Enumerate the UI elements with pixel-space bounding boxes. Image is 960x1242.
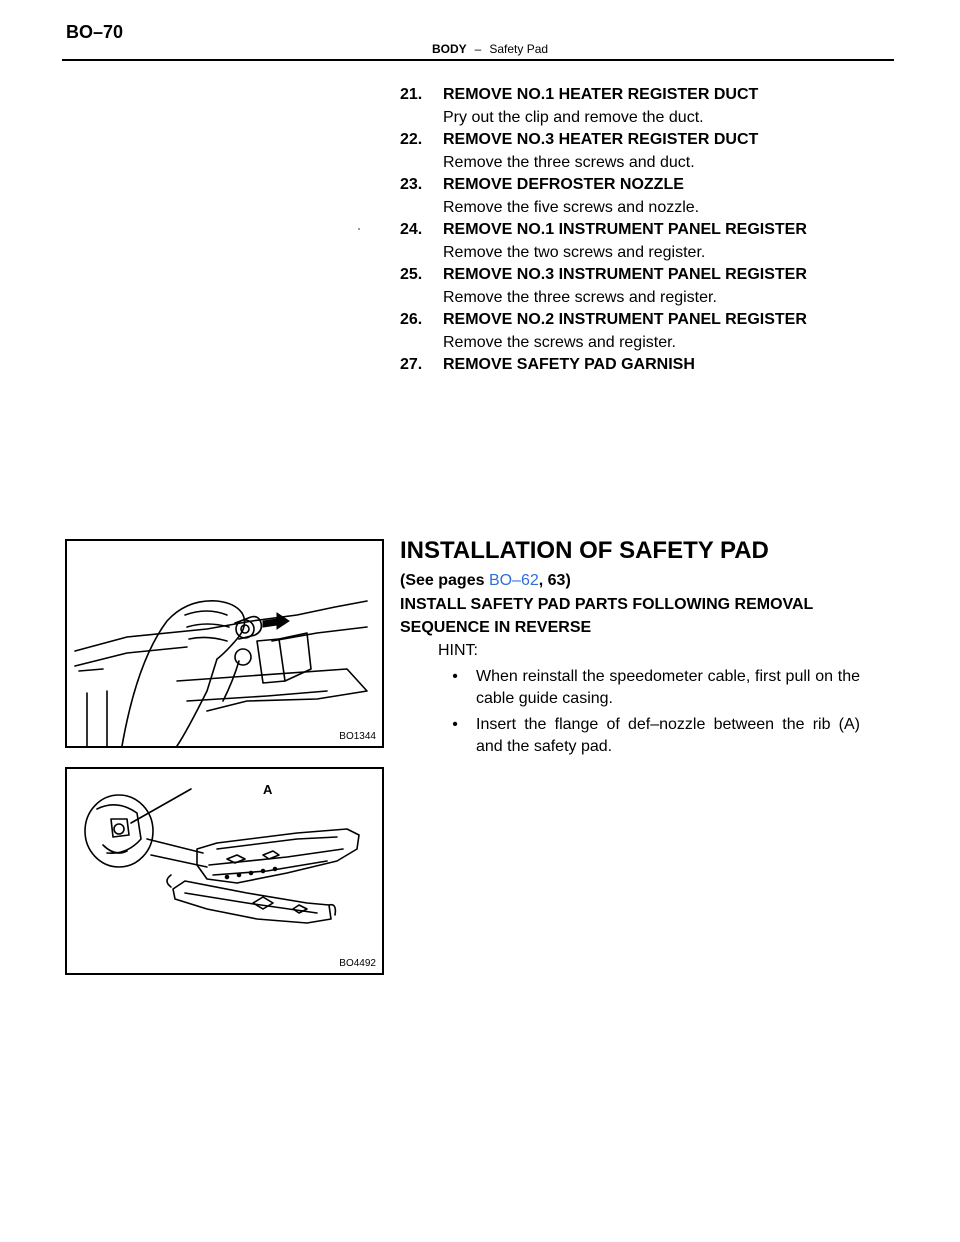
hint-bullet (400, 714, 860, 759)
step-description: Remove the five screws and nozzle. (443, 198, 700, 216)
figure-code: BO1344 (339, 731, 376, 742)
step-title: REMOVE NO.3 INSTRUMENT PANEL REGISTER (443, 266, 807, 283)
step-title: REMOVE NO.2 INSTRUMENT PANEL REGISTER (443, 311, 807, 328)
see-pages-suffix: , 63) (538, 572, 571, 589)
step-title: REMOVE DEFROSTER NOZZLE (443, 176, 684, 193)
step-number: 22. (400, 131, 423, 148)
bullet-dot-icon: • (452, 667, 458, 685)
speedometer-cable-figure (65, 539, 384, 748)
see-pages-prefix: (See pages (400, 572, 489, 589)
scan-speck (358, 228, 360, 230)
speedometer-cable-illustration (67, 541, 382, 746)
step-item (400, 309, 900, 354)
bullet-dot-icon: • (452, 715, 458, 733)
bullet-text: Insert the flange of def–nozzle between the rib (A) and the safety pad. (476, 715, 860, 755)
step-item (400, 129, 900, 174)
figure-code: BO4492 (339, 958, 376, 969)
callout-label-a: A (263, 782, 273, 797)
step-description: Remove the three screws and duct. (443, 153, 695, 171)
subsection-name: Safety Pad (489, 42, 549, 56)
defroster-nozzle-illustration (67, 769, 382, 973)
step-number: 21. (400, 86, 423, 103)
installation-heading: INSTALLATION OF SAFETY PAD (400, 537, 769, 564)
step-number: 23. (400, 176, 423, 193)
step-title: REMOVE NO.1 HEATER REGISTER DUCT (443, 86, 759, 103)
step-number: 24. (400, 221, 423, 238)
step-number: 25. (400, 266, 423, 283)
step-number: 26. (400, 311, 423, 328)
step-title: REMOVE SAFETY PAD GARNISH (443, 356, 695, 373)
step-description: Remove the screws and register. (443, 333, 676, 351)
bullet-text: When reinstall the speedometer cable, first pull on the cable guide casing. (476, 667, 860, 707)
installation-instruction: INSTALL SAFETY PAD PARTS FOLLOWING REMOVAL SEQUENCE IN REVERSE (400, 596, 814, 636)
header-rule (62, 59, 894, 61)
step-description: Remove the three screws and register. (443, 288, 717, 306)
page-link[interactable]: BO–62 (488, 572, 539, 589)
installation-section (400, 535, 860, 759)
step-description: Pry out the clip and remove the duct. (443, 108, 704, 126)
section-name: BODY (432, 42, 467, 56)
step-item (400, 219, 900, 264)
step-description: Remove the two screws and register. (443, 243, 706, 261)
step-item (400, 354, 900, 377)
hint-label: HINT: (438, 642, 478, 659)
step-item (400, 84, 900, 129)
removal-steps (400, 84, 900, 377)
hint-bullet (400, 666, 860, 711)
step-item (400, 174, 900, 219)
step-number: 27. (400, 356, 423, 373)
defroster-nozzle-figure (65, 767, 384, 975)
step-title: REMOVE NO.1 INSTRUMENT PANEL REGISTER (443, 221, 807, 238)
section-separator: – (474, 42, 482, 56)
see-pages-reference (400, 569, 860, 593)
step-title: REMOVE NO.3 HEATER REGISTER DUCT (443, 131, 759, 148)
step-item (400, 264, 900, 309)
page-number: BO–70 (66, 22, 124, 42)
section-header (432, 42, 548, 56)
